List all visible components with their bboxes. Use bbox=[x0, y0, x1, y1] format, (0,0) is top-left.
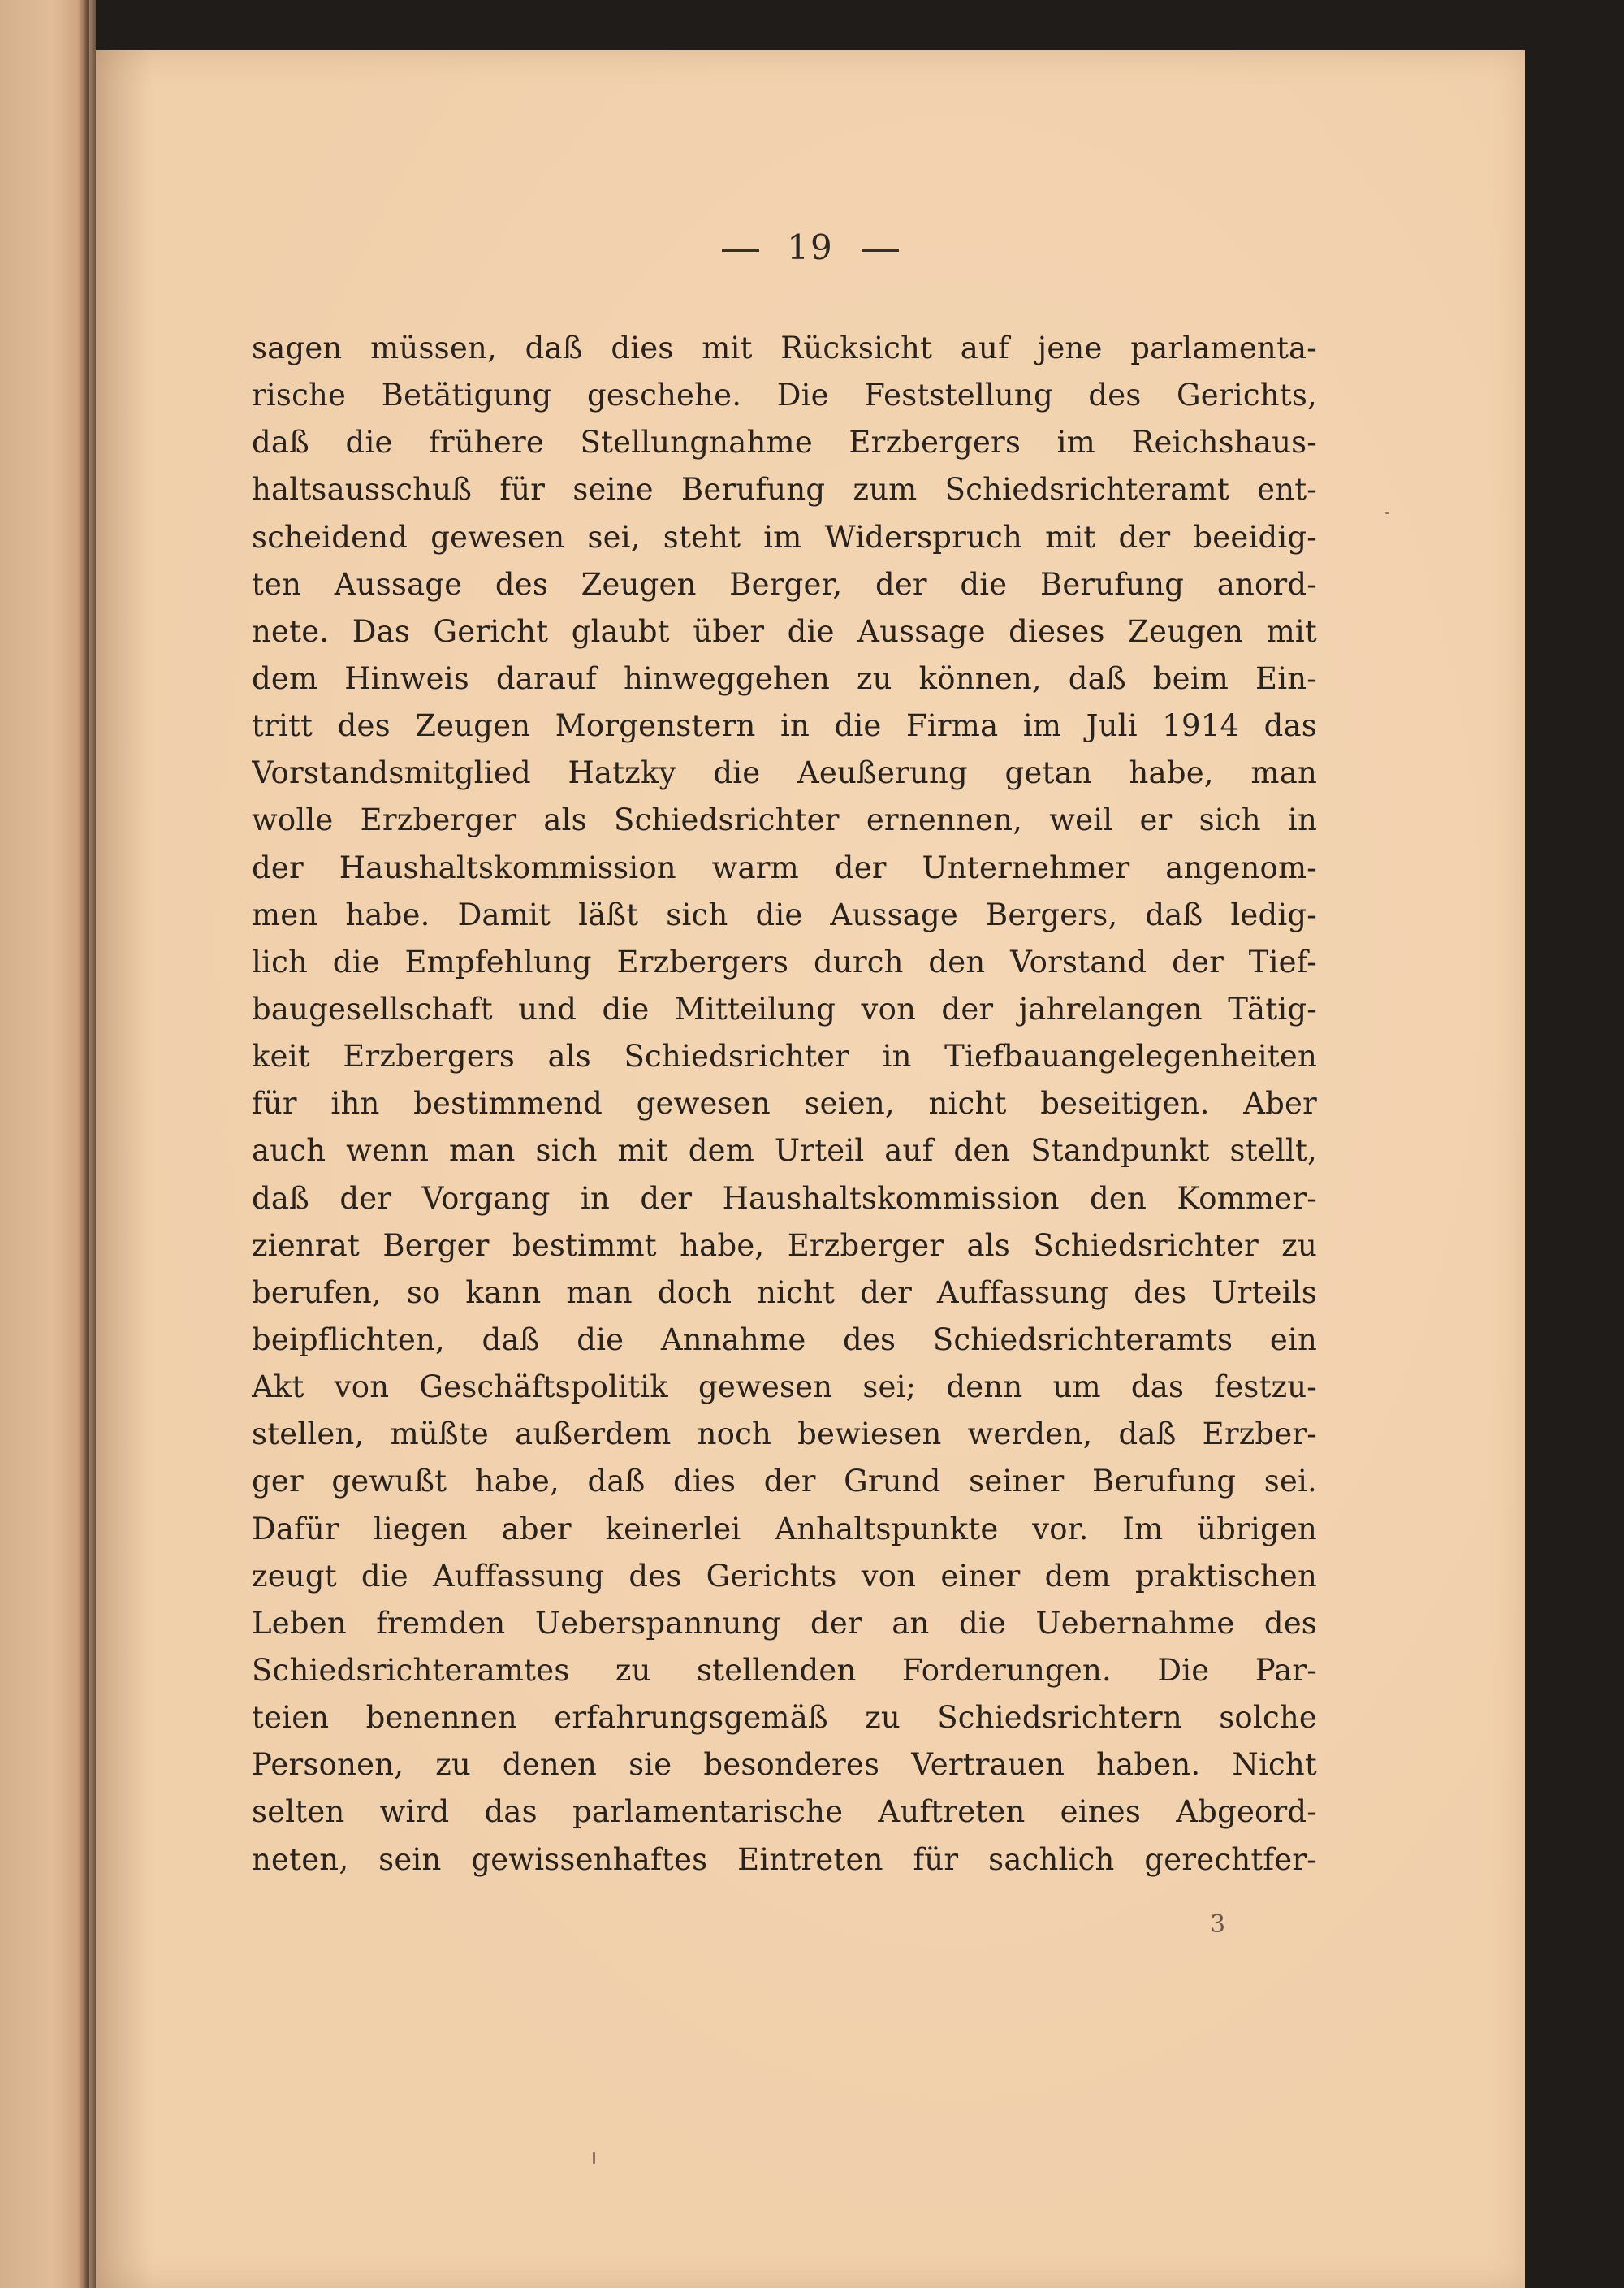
text-line: nete. Das Gericht glaubt über die Aussage dieses Zeugen mit bbox=[252, 613, 1317, 649]
text-line: men habe. Damit läßt sich die Aussage Bergers, daß ledig- bbox=[252, 897, 1317, 932]
text-line: daß der Vorgang in der Haushaltskommission den Kommer- bbox=[252, 1180, 1317, 1216]
text-line: ten Aussage des Zeugen Berger, der die Berufung anord- bbox=[252, 566, 1317, 602]
text-line: auch wenn man sich mit dem Urteil auf den Standpunkt stellt, bbox=[252, 1133, 1317, 1169]
text-line: haltsausschuß für seine Berufung zum Schiedsrichteramt ent- bbox=[252, 472, 1317, 508]
text-line: dem Hinweis darauf hinweggehen zu können, daß beim Ein- bbox=[252, 660, 1317, 696]
text-line: zienrat Berger bestimmt habe, Erzberger als Schiedsrichter zu bbox=[252, 1227, 1317, 1263]
text-line: Vorstandsmitglied Hatzky die Aeußerung getan habe, man bbox=[252, 755, 1317, 791]
text-line: ger gewußt habe, daß dies der Grund seiner Berufung sei. bbox=[252, 1464, 1317, 1499]
text-line: für ihn bestimmend gewesen seien, nicht beseitigen. Aber bbox=[252, 1086, 1317, 1122]
left-dash bbox=[722, 249, 759, 252]
text-line: keit Erzbergers als Schiedsrichter in Tiefbauangelegenheiten bbox=[252, 1039, 1317, 1075]
text-line: zeugt die Auffassung des Gerichts von einer dem praktischen bbox=[252, 1558, 1317, 1594]
text-line: scheidend gewesen sei, steht im Widerspruch mit der beeidig- bbox=[252, 519, 1317, 555]
paper-speck bbox=[593, 2152, 595, 2164]
text-line: wolle Erzberger als Schiedsrichter ernennen, weil er sich in bbox=[252, 802, 1317, 838]
text-line: lich die Empfehlung Erzbergers durch den Vorstand der Tief- bbox=[252, 944, 1317, 980]
text-line: daß die frühere Stellungnahme Erzbergers im Reichshaus- bbox=[252, 425, 1317, 461]
text-line: rische Betätigung geschehe. Die Feststellung des Gerichts, bbox=[252, 378, 1317, 413]
body-text bbox=[252, 325, 1317, 1884]
text-line: beipflichten, daß die Annahme des Schiedsrichteramts ein bbox=[252, 1321, 1317, 1357]
text-line: berufen, so kann man doch nicht der Auffassung des Urteils bbox=[252, 1274, 1317, 1310]
text-line: Personen, zu denen sie besonderes Vertrauen haben. Nicht bbox=[252, 1747, 1317, 1783]
text-line: sagen müssen, daß dies mit Rücksicht auf jene parlamenta- bbox=[252, 331, 1317, 365]
text-line: baugesellschaft und die Mitteilung von der jahrelangen Tätig- bbox=[252, 991, 1317, 1027]
page-gutter-shadow bbox=[78, 0, 89, 2288]
page-number: 19 bbox=[787, 227, 834, 267]
text-line: der Haushaltskommission warm der Unternehmer angenom- bbox=[252, 850, 1317, 885]
text-line: neten, sein gewissenhaftes Eintreten für sachlich gerechtfer- bbox=[252, 1841, 1317, 1877]
signature-mark: 3 bbox=[1210, 1910, 1226, 1939]
text-line: Dafür liegen aber keinerlei Anhaltspunkte vor. Im übrigen bbox=[252, 1511, 1317, 1546]
text-line: tritt des Zeugen Morgenstern in die Firma im Juli 1914 das bbox=[252, 708, 1317, 744]
text-line: teien benennen erfahrungsgemäß zu Schiedsrichtern solche bbox=[252, 1700, 1317, 1736]
text-line: stellen, müßte außerdem noch bewiesen werden, daß Erzber- bbox=[252, 1416, 1317, 1452]
text-line: selten wird das parlamentarische Auftreten eines Abgeord- bbox=[252, 1794, 1317, 1830]
text-line: Schiedsrichteramtes zu stellenden Forderungen. Die Par- bbox=[252, 1652, 1317, 1688]
text-line: Leben fremden Ueberspannung der an die Uebernahme des bbox=[252, 1605, 1317, 1641]
right-dash bbox=[862, 249, 899, 252]
paper-speck bbox=[1385, 512, 1389, 514]
text-line: Akt von Geschäftspolitik gewesen sei; denn um das festzu- bbox=[252, 1369, 1317, 1405]
page-number-header bbox=[96, 227, 1525, 267]
book-page bbox=[96, 50, 1525, 2288]
